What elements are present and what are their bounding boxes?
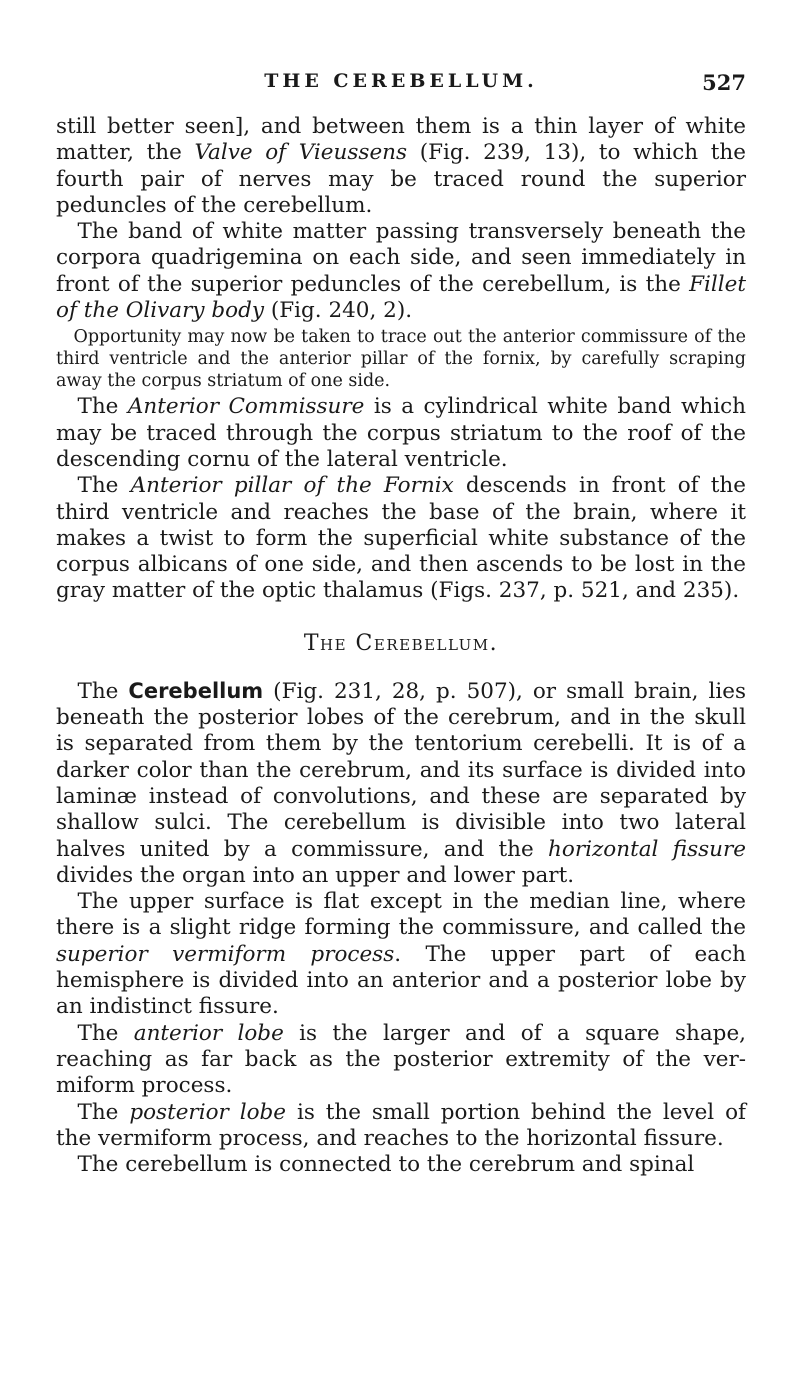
page-number: 527 bbox=[702, 70, 746, 95]
paragraph-anterior-pillar-fornix: The Anterior pillar of the Fornix descends in front of the third ventricle and reaches the base of the brain, where it makes a twist to form the superficial white substance of the corpus albicans of one side, and then ascends to be lost in the gray matter of the optic thalamus (Figs. 237, p. 521, and 235). bbox=[56, 473, 746, 604]
paragraph-dissection-note: Opportunity may now be taken to trace out the anterior commissure of the third ventricle and the anterior pillar of the fornix, by carefully scraping away the corpus striatum of one side. bbox=[56, 327, 746, 392]
paragraph-upper-surface: The upper surface is flat except in the median line, where there is a slight ridge forming the commissure, and called the superior vermiform process. The upper part of each hemisphere is divided into an anterior and a posterior lobe by an indistinct fissure. bbox=[56, 889, 746, 1020]
paragraph-cerebellum: The Cerebellum (Fig. 231, 28, p. 507), or small brain, lies beneath the posterior lobes of the cerebrum, and in the skull is separated from them by the tentorium cerebelli. It is of a darker color than the cerebrum, and its surface is divided into laminæ instead of convolutions, and these are separated by shallow sulci. The cerebellum is divisible into two lateral halves united by a commissure, and the horizontal fissure divides the organ into an upper and lower part. bbox=[56, 678, 746, 888]
paragraph-connection: The cerebellum is connected to the cerebrum and spinal bbox=[77, 1152, 695, 1178]
paragraph-valve-of-vieussens: still better seen], and between them is a thin layer of white matter, the Valve of Vieussens (Fig. 239, 13), to which the fourth pair of nerves may be traced round the superior peduncles of the cerebellum. bbox=[56, 114, 746, 218]
paragraph-fillet: The band of white matter passing transversely beneath the corpora quadrigemina on each side, and seen immediately in front of the superior peduncles of the cerebellum, is the Fillet of the Olivary body (Fig. 240, 2). bbox=[56, 219, 746, 324]
paragraph-anterior-commissure: The Anterior Commissure is a cylindrical white band which may be traced through the corpus striatum to the roof of the descending cornu of the lateral ventricle. bbox=[56, 394, 746, 472]
paragraph-anterior-lobe: The anterior lobe is the larger and of a square shape, reaching as far back as the posterior extremity of the vermiform process. bbox=[56, 1020, 746, 1099]
section-heading: The Cerebellum. bbox=[303, 630, 499, 656]
book-page bbox=[56, 70, 746, 1178]
running-title: THE CEREBELLUM. bbox=[264, 70, 538, 92]
paragraph-posterior-lobe: The posterior lobe is the small portion behind the level of the vermiform process, and reaches to the horizontal fissure. bbox=[56, 1099, 746, 1151]
running-head bbox=[56, 70, 746, 106]
